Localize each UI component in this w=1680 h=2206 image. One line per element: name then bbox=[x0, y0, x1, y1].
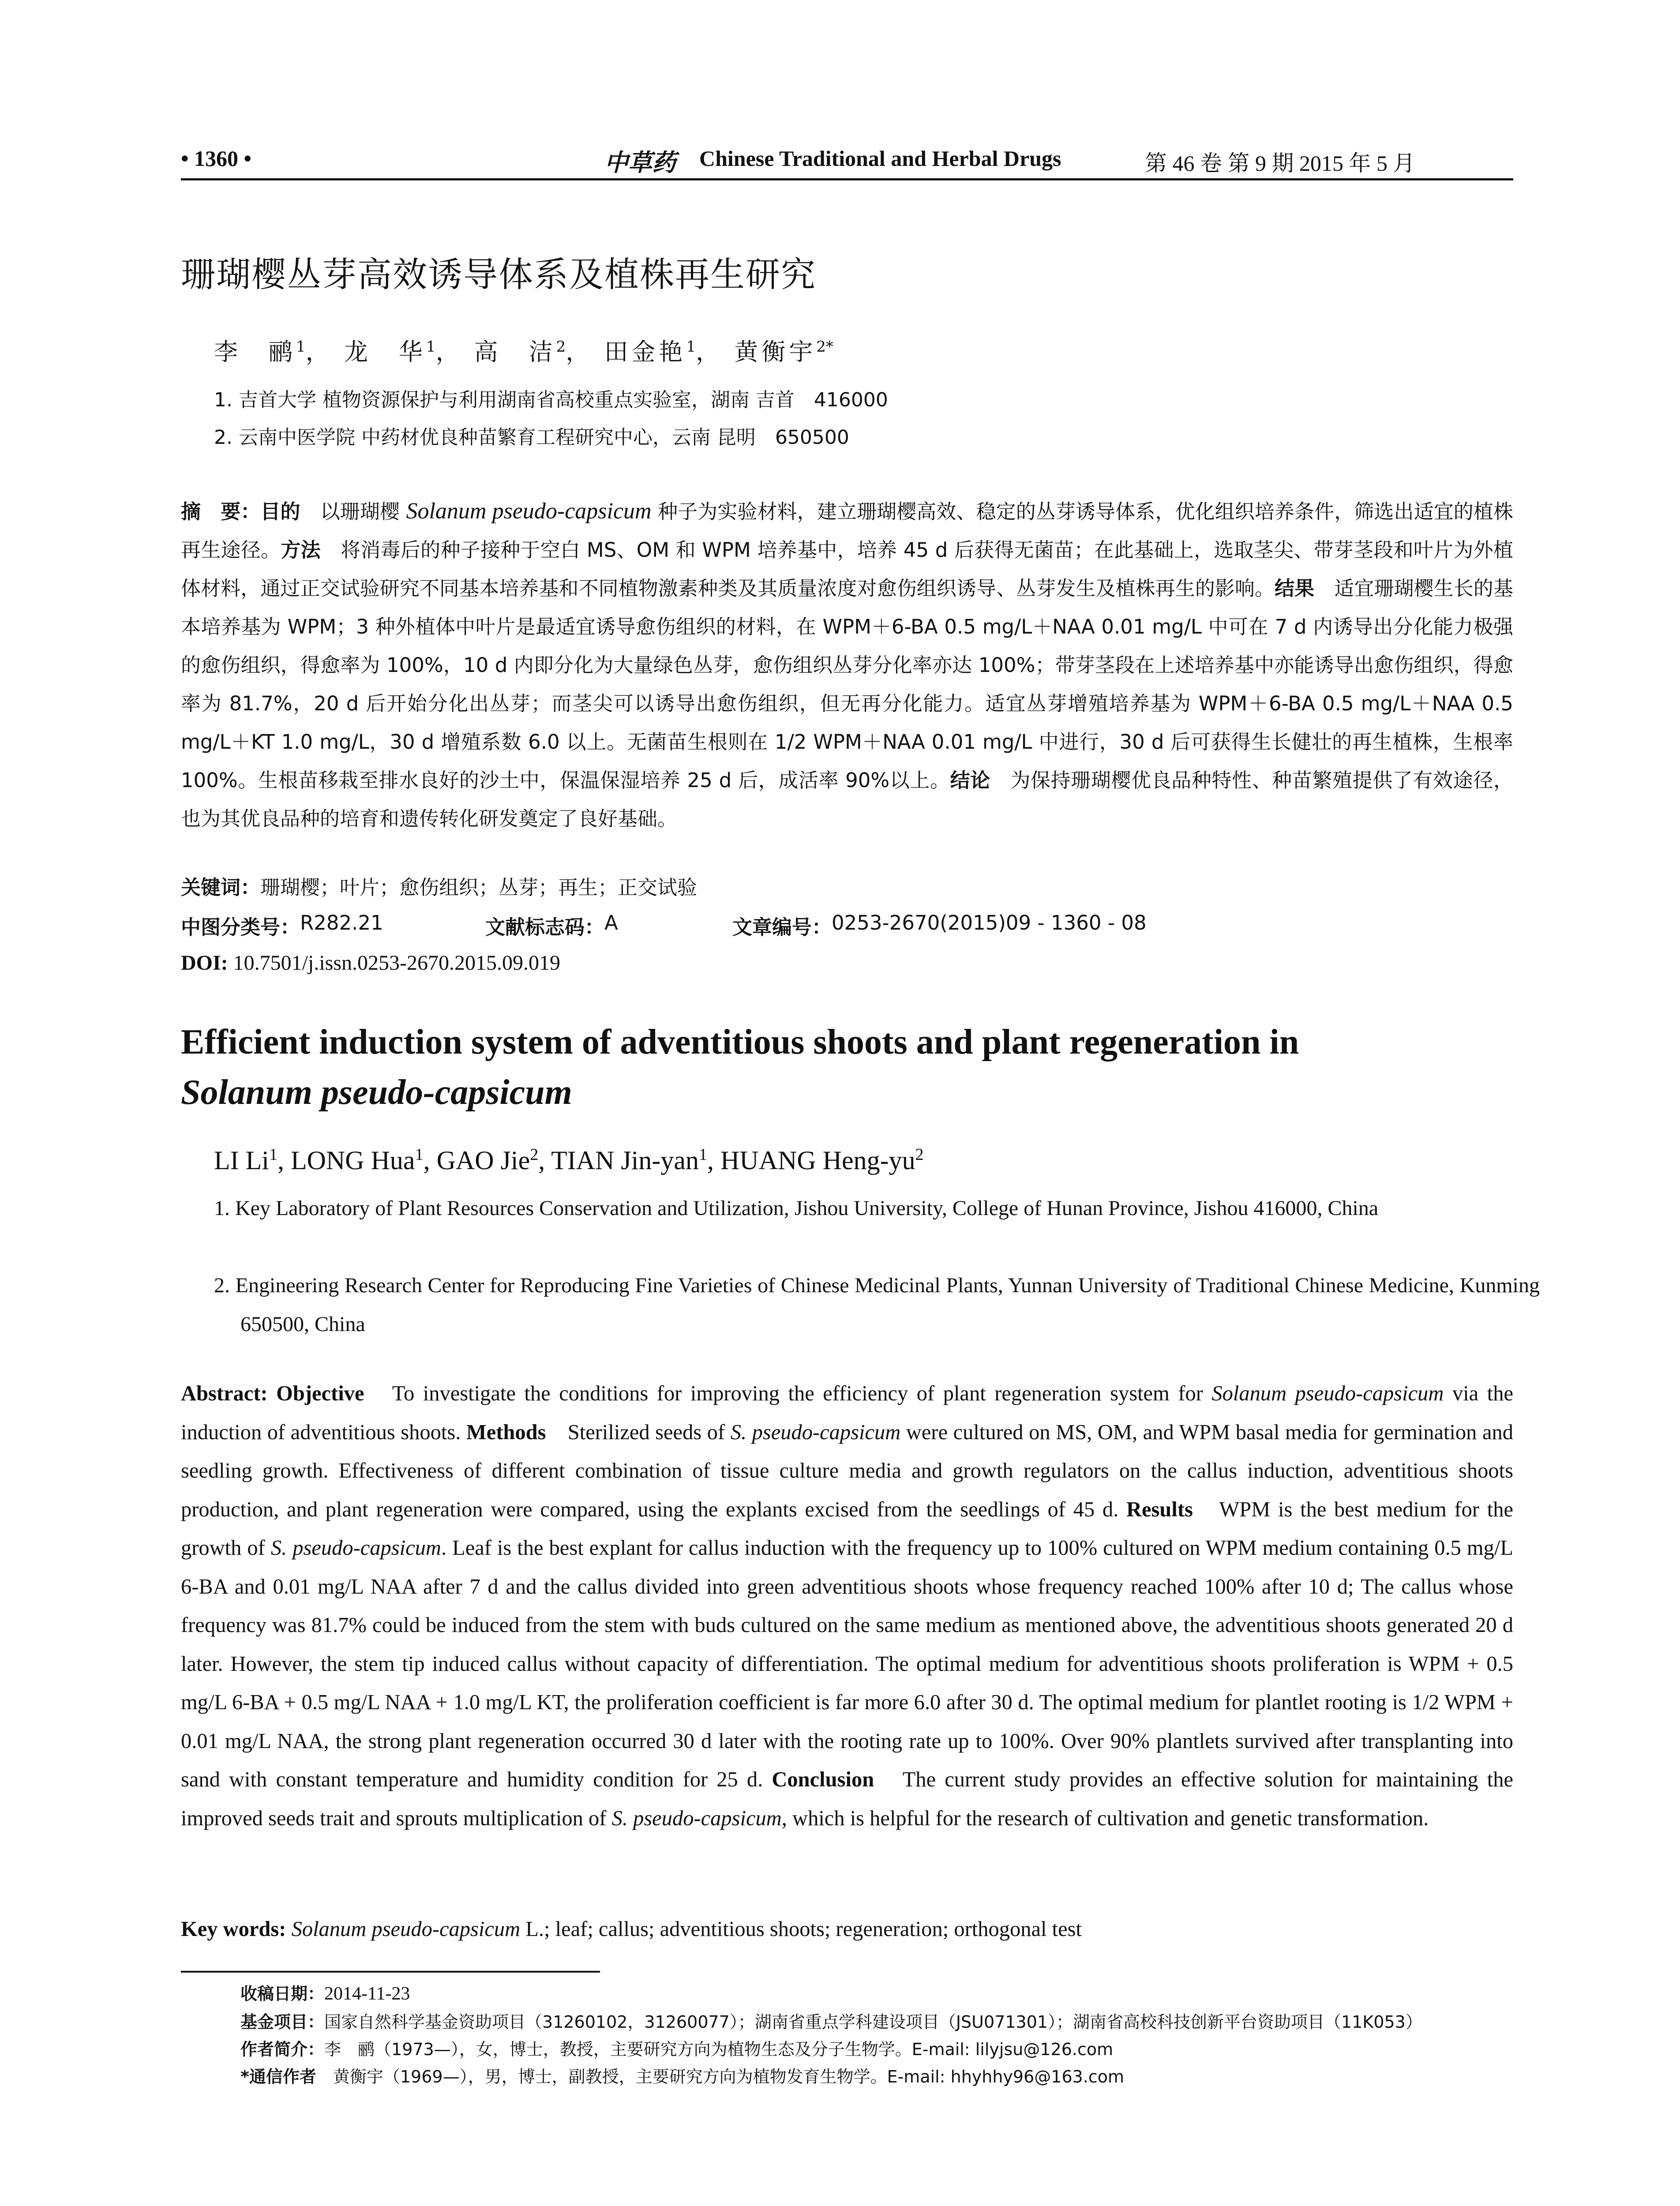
running-header bbox=[181, 140, 1513, 183]
results-text: 适宜珊瑚樱生长的基本培养基为 WPM；3 种外植体中叶片是最适宜诱导愈伤组织的材料，在 WPM＋6-BA 0.5 mg/L＋NAA 0.01 mg/L 中可在 7 d 内诱导出分化能力极强的愈伤组织，得愈率为 100%，10 d 内即分化为大量绿色丛芽，愈伤组织丛芽分化率亦达 100%；带芽茎段在上述培养基中亦能诱导出愈伤组织，得愈率为 81.7%，20 d 后开始分化出丛芽；而茎尖可以诱导出愈伤组织，但无再分化能力。适宜丛芽增殖培养基为 WPM＋6-BA 0.5 mg/L＋NAA 0.5 mg/L＋KT 1.0 mg/L，30 d 增殖系数 6.0 以上。无菌苗生根则在 1/2 WPM＋NAA 0.01 mg/L 中进行，30 d 后可获得生长健壮的再生植株，生根率 100%。生根苗移栽至排水良好的沙土中，保温保湿培养 25 d 后，成活率 90%以上。 bbox=[181, 577, 1513, 792]
author-en: LI Li bbox=[214, 1146, 269, 1175]
title-en-line2: Solanum pseudo-capsicum bbox=[181, 1073, 572, 1112]
latin-name: S. pseudo-capsicum bbox=[270, 1536, 441, 1560]
footnote-text: 2014-11-23 bbox=[324, 1984, 410, 2004]
objective-text: To investigate the conditions for improving the efficiency of plant regeneration system for bbox=[364, 1382, 1212, 1405]
objective-text: 种子为实验材料，建立珊瑚樱高效、稳定的丛芽诱导体系，优化组织培养条件，筛选出适宜的植株再生途径。 bbox=[181, 500, 1513, 562]
doc-code bbox=[485, 911, 618, 940]
author-sup: 1 bbox=[415, 1145, 424, 1164]
title-en bbox=[181, 1017, 1513, 1118]
footnote-label: 收稿日期： bbox=[240, 1984, 325, 2003]
author-en: HUANG Heng-yu bbox=[720, 1146, 915, 1175]
clc-value: R282.21 bbox=[300, 911, 383, 934]
author-sup: 2 bbox=[915, 1145, 924, 1164]
author-en: GAO Jie bbox=[436, 1146, 530, 1175]
author-cn: 龙 华 bbox=[344, 338, 426, 366]
journal-logo: 中草药 bbox=[604, 148, 676, 176]
latin-name: Solanum pseudo-capsicum bbox=[406, 499, 652, 524]
keywords-label: 关键词： bbox=[181, 876, 261, 899]
keywords-label: Key words: bbox=[181, 1917, 286, 1941]
footnote-label: *通信作者 bbox=[240, 2067, 316, 2086]
keywords-text: L.; leaf; callus; adventitious shoots; regeneration; orthogonal test bbox=[520, 1917, 1082, 1941]
latin-name: S. pseudo-capsicum bbox=[730, 1420, 901, 1444]
journal-name: Chinese Traditional and Herbal Drugs bbox=[699, 146, 1061, 171]
objective-text: via the induction of adventitious shoots. bbox=[181, 1382, 1513, 1444]
journal-issue: 第 46 卷 第 9 期 2015 年 5 月 bbox=[1145, 151, 1415, 176]
clc-code bbox=[181, 911, 383, 940]
author-en: LONG Hua bbox=[290, 1146, 415, 1175]
affiliation-cn-2: 2. 云南中医学院 中药材优良种苗繁育工程研究中心，云南 昆明 650500 bbox=[214, 426, 849, 449]
abstract-label: 摘 要： bbox=[181, 500, 261, 523]
affiliation-en-1: 1. Key Laboratory of Plant Resources Conservation and Utilization, Jishou University, College of Hunan Province, Jishou 416000, China bbox=[214, 1197, 1379, 1220]
author-cn: 黄衡宇 bbox=[734, 338, 817, 366]
author-sup: 1 bbox=[686, 338, 696, 356]
methods-text: Sterilized seeds of bbox=[546, 1420, 731, 1444]
footnote-text: 李 鹂（1973—），女，博士，教授，主要研究方向为植物生态及分子生物学。E-mail: lilyjsu@126.com bbox=[324, 2040, 1114, 2059]
author-sup: 2 bbox=[530, 1145, 539, 1164]
footnote-rule bbox=[181, 1971, 600, 1973]
methods-text: were cultured on MS, OM, and WPM basal media for germination and seedling growth. Effectiveness of different combination of tissue culture media and growth regulators on the callus induction, adventitious shoots production, and plant regeneration were compared, using the explants excised from the seedlings of 45 d. bbox=[181, 1420, 1513, 1521]
header-rule bbox=[181, 178, 1513, 180]
author-cn: 田金艳 bbox=[604, 338, 686, 366]
methods-text: 将消毒后的种子接种于空白 MS、OM 和 WPM 培养基中，培养 45 d 后获得无菌苗；在此基础上，选取茎尖、带芽茎段和叶片为外植体材料，通过正交试验研究不同基本培养基和不同植物激素种类及其质量浓度对愈伤组织诱导、丛芽发生及植株再生的影响。 bbox=[181, 538, 1513, 600]
conclusion-text: The current study provides an effective solution for maintaining the improved seeds trait and sprouts multiplication of bbox=[181, 1768, 1513, 1830]
title-cn: 珊瑚樱丛芽高效诱导体系及植株再生研究 bbox=[181, 255, 817, 295]
clc-label: 中图分类号： bbox=[181, 915, 300, 939]
footnote-text: 国家自然科学基金资助项目（31260102，31260077）；湖南省重点学科建设项目（JSU071301）；湖南省高校科技创新平台资助项目（11K053） bbox=[324, 2012, 1422, 2032]
classification-line bbox=[181, 911, 1513, 942]
footnote-label: 作者简介： bbox=[240, 2040, 325, 2059]
objective-label: 目的 bbox=[260, 500, 300, 523]
author-cn: 李 鹂 bbox=[214, 338, 296, 366]
conclusion-text: , which is helpful for the research of cultivation and genetic transformation. bbox=[781, 1806, 1429, 1830]
keywords-en bbox=[181, 1917, 1082, 1941]
methods-label: Methods bbox=[466, 1420, 546, 1444]
doc-value: A bbox=[604, 911, 618, 934]
latin-name: Solanum pseudo-capsicum bbox=[1211, 1382, 1444, 1405]
conclusion-label: 结论 bbox=[950, 769, 990, 792]
methods-label: 方法 bbox=[281, 538, 321, 562]
title-en-line1: Efficient induction system of adventitious shoots and plant regeneration in bbox=[181, 1023, 1299, 1062]
authors-en: LI Li$^1$, LONG Hua$^1$, GAO Jie$^2$, TIAN Jin-yan$^1$, HUANG Heng-$yu^2$ bbox=[214, 1145, 924, 1175]
results-label: 结果 bbox=[1275, 577, 1315, 600]
article-number bbox=[732, 911, 1147, 940]
footnote-received bbox=[240, 1980, 1513, 2004]
keywords-text: 珊瑚樱；叶片；愈伤组织；丛芽；再生；正交试验 bbox=[260, 876, 698, 899]
conclusion-text: 为保持珊瑚樱优良品种特性、种苗繁殖提供了有效途径，也为其优良品种的培育和遗传转化研发奠定了良好基础。 bbox=[181, 769, 1513, 830]
latin-name: S. pseudo-capsicum bbox=[611, 1806, 782, 1830]
abstract-cn bbox=[181, 492, 1513, 838]
results-text: . Leaf is the best explant for callus induction with the frequency up to 100% cultured on WPM medium containing 0.5 mg/L 6-BA and 0.01 mg/L NAA after 7 d and the callus divided into green adventitious shoots whose frequency reached 100% after 10 d; The callus whose frequency was 81.7% could be induced from the stem with buds cultured on the same medium as mentioned above, the adventitious shoots generated 20 d later. However, the stem tip induced callus without capacity of differentiation. The optimal medium for adventitious shoots proliferation is WPM + 0.5 mg/L 6-BA + 0.5 mg/L NAA + 1.0 mg/L KT, the proliferation coefficient is far more 6.0 after 30 d. The optimal medium for plantlet rooting is 1/2 WPM + 0.01 mg/L NAA, the strong plant regeneration occurred 30 d later with the rooting rate up to 100%. Over 90% plantlets survived after transplanting into sand with constant temperature and humidity condition for 25 d. bbox=[181, 1536, 1513, 1791]
affiliation-cn-1: 1. 吉首大学 植物资源保护与利用湖南省高校重点实验室，湖南 吉首 416000 bbox=[214, 389, 888, 411]
author-sup: 2 bbox=[556, 338, 566, 356]
author-en: TIAN Jin-yan bbox=[551, 1146, 699, 1175]
abstract-en bbox=[181, 1374, 1513, 1838]
author-sup: 1 bbox=[269, 1145, 278, 1164]
page-number: • 1360 • bbox=[181, 146, 252, 171]
footnote-corresponding bbox=[240, 2063, 1513, 2087]
author-cn: 高 洁 bbox=[474, 338, 556, 366]
conclusion-label: Conclusion bbox=[772, 1768, 874, 1791]
keywords-cn bbox=[181, 871, 697, 900]
abstract-label: Abstract: bbox=[181, 1382, 277, 1405]
author-sup: 1 bbox=[699, 1145, 708, 1164]
results-label: Results bbox=[1126, 1497, 1193, 1521]
doi-label: DOI: bbox=[181, 951, 228, 975]
article-label: 文章编号： bbox=[732, 915, 832, 939]
author-sup: 1 bbox=[426, 338, 436, 356]
footnote-label: 基金项目： bbox=[240, 2012, 325, 2032]
footnote-author bbox=[240, 2036, 1513, 2060]
footnote-fund bbox=[240, 2008, 1513, 2033]
doi[interactable] bbox=[181, 951, 560, 975]
footnote-text: 黄衡宇（1969—），男，博士，副教授，主要研究方向为植物发育生物学。E-mail: hhyhhy96@163.com bbox=[316, 2067, 1125, 2086]
authors-cn: 李 鹂$^1$， 龙 华$^1$， 高 洁$^2$， 田金艳$^1$， 黄衡宇$^{2*}$ bbox=[214, 338, 833, 366]
article-value: 0253-2670(2015)09 - 1360 - 08 bbox=[832, 911, 1147, 934]
objective-label: Objective bbox=[276, 1382, 364, 1405]
objective-text: 以珊瑚樱 bbox=[300, 500, 406, 523]
affiliation-en-2: 2. Engineering Research Center for Reproducing Fine Varieties of Chinese Medicinal Plants, Yunnan University of Traditional Chinese Medicine, Kunming 650500, China bbox=[214, 1274, 1540, 1336]
latin-name: Solanum pseudo-capsicum bbox=[286, 1917, 521, 1941]
doc-label: 文献标志码： bbox=[485, 915, 605, 939]
doi-value[interactable]: 10.7501/j.issn.0253-2670.2015.09.019 bbox=[228, 951, 561, 975]
author-sup: 1 bbox=[296, 338, 306, 356]
results-text: WPM is the best medium for the growth of bbox=[181, 1497, 1513, 1560]
author-sup: 2* bbox=[816, 338, 833, 356]
